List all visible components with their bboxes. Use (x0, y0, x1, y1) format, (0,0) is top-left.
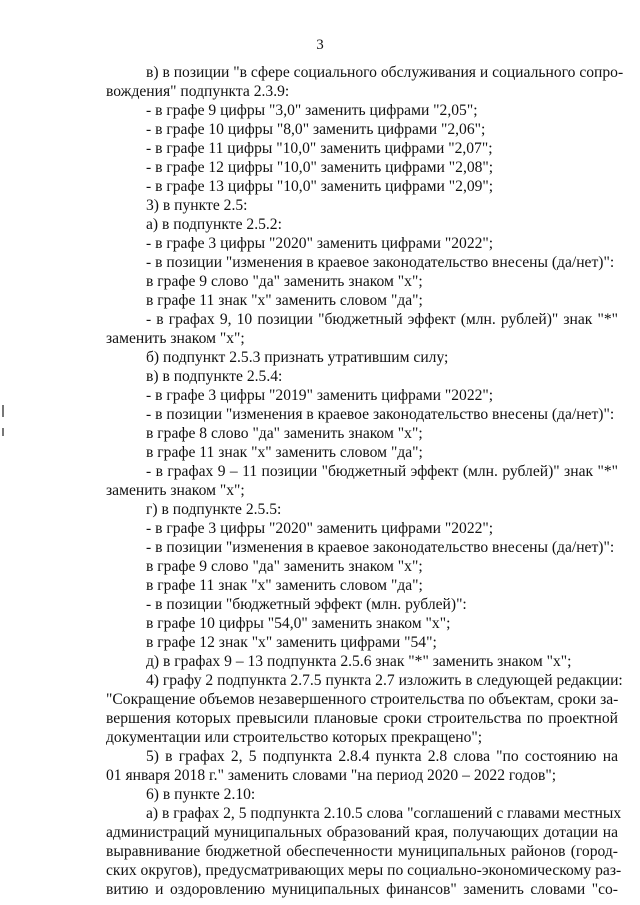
text-line: г) в подпункте 2.5.5: (146, 501, 282, 518)
text-line: выравнивание бюджетной обеспеченности муниципальных районов (город- (106, 843, 618, 860)
text-line: заменить знаком "х"; (106, 330, 245, 347)
text-line: в графе 11 знак "х" заменить словом "да"; (146, 444, 423, 461)
text-line: - в графе 11 цифры "10,0" заменить цифрами "2,07"; (146, 140, 493, 157)
text-line: в) в подпункте 2.5.4: (146, 368, 283, 385)
text-line: - в графе 12 цифры "10,0" заменить цифрами "2,08"; (146, 159, 494, 176)
text-line: - в графе 3 цифры "2020" заменить цифрами "2022"; (146, 235, 494, 252)
text-line: - в позиции "бюджетный эффект (млн. рублей)": (146, 596, 467, 613)
text-line: 4) графу 2 подпункта 2.7.5 пункта 2.7 изложить в следующей редакции: (146, 672, 623, 689)
text-line: 3) в пункте 2.5: (146, 197, 248, 214)
text-line: в графе 11 знак "х" заменить словом "да"; (146, 577, 423, 594)
text-line: - в графах 9 – 11 позиции "бюджетный эффект (млн. рублей)" знак "*" (146, 463, 618, 480)
text-line: в графе 8 слово "да" заменить знаком "х"; (146, 425, 423, 442)
text-line: - в графе 10 цифры "8,0" заменить цифрами "2,06"; (146, 121, 486, 138)
text-line: вождения" подпункта 2.3.9: (106, 83, 290, 100)
text-line: заменить знаком "х"; (106, 482, 245, 499)
text-line: а) в подпункте 2.5.2: (146, 216, 282, 233)
text-line: 5) в графах 2, 5 подпункта 2.8.4 пункта 2.8 слова "по состоянию на (146, 748, 618, 765)
page-number: 3 (316, 37, 324, 53)
text-line: в графе 10 цифры "54,0" заменить знаком "х"; (146, 615, 451, 632)
text-line: - в позиции "изменения в краевое законодательство внесены (да/нет)": (146, 539, 615, 556)
text-line: в графе 9 слово "да" заменить знаком "х"; (146, 273, 423, 290)
text-line: "Сокращение объемов незавершенного строительства по объектам, сроки за- (106, 691, 619, 708)
text-line: 6) в пункте 2.10: (146, 786, 256, 803)
text-line: в графе 11 знак "х" заменить словом "да"; (146, 292, 423, 309)
text-line: вершения которых превысили плановые сроки строительства по проектной (106, 710, 618, 727)
text-line: - в графах 9, 10 позиции "бюджетный эффект (млн. рублей)" знак "*" (146, 311, 618, 328)
text-line: - в графе 3 цифры "2019" заменить цифрами "2022"; (146, 387, 494, 404)
text-line: - в графе 9 цифры "3,0" заменить цифрами "2,05"; (146, 102, 478, 119)
text-line: витию и оздоровлению муниципальных финансов" заменить словами "со- (106, 881, 618, 898)
text-line: а) в графах 2, 5 подпункта 2.10.5 слова "соглашений с главами местных (146, 805, 622, 822)
text-line: документации или строительство которых прекращено"; (106, 729, 483, 746)
text-line: ских округов), предусматривающих меры по социально-экономическому раз- (106, 862, 622, 879)
text-line: - в позиции "изменения в краевое законодательство внесены (да/нет)": (146, 254, 615, 271)
scan-edge-mark (2, 428, 4, 436)
text-line: - в графе 3 цифры "2020" заменить цифрами "2022"; (146, 520, 494, 537)
scan-edge-mark (2, 405, 4, 417)
text-line: - в позиции "изменения в краевое законодательство внесены (да/нет)": (146, 406, 615, 423)
text-line: д) в графах 9 – 13 подпункта 2.5.6 знак "*" заменить знаком "х"; (146, 653, 572, 670)
text-line: - в графе 13 цифры "10,0" заменить цифрами "2,09"; (146, 178, 494, 195)
text-line: в графе 12 знак "х" заменить цифрами "54"; (146, 634, 437, 651)
text-line: администраций муниципальных образований края, получающих дотации на (106, 824, 618, 841)
text-line: 01 января 2018 г." заменить словами "на период 2020 – 2022 годов"; (106, 767, 557, 784)
text-line: в) в позиции "в сфере социального обслуживания и социального сопро- (146, 64, 624, 81)
text-line: в графе 9 слово "да" заменить знаком "х"; (146, 558, 423, 575)
text-line: б) подпункт 2.5.3 признать утратившим силу; (146, 349, 449, 366)
